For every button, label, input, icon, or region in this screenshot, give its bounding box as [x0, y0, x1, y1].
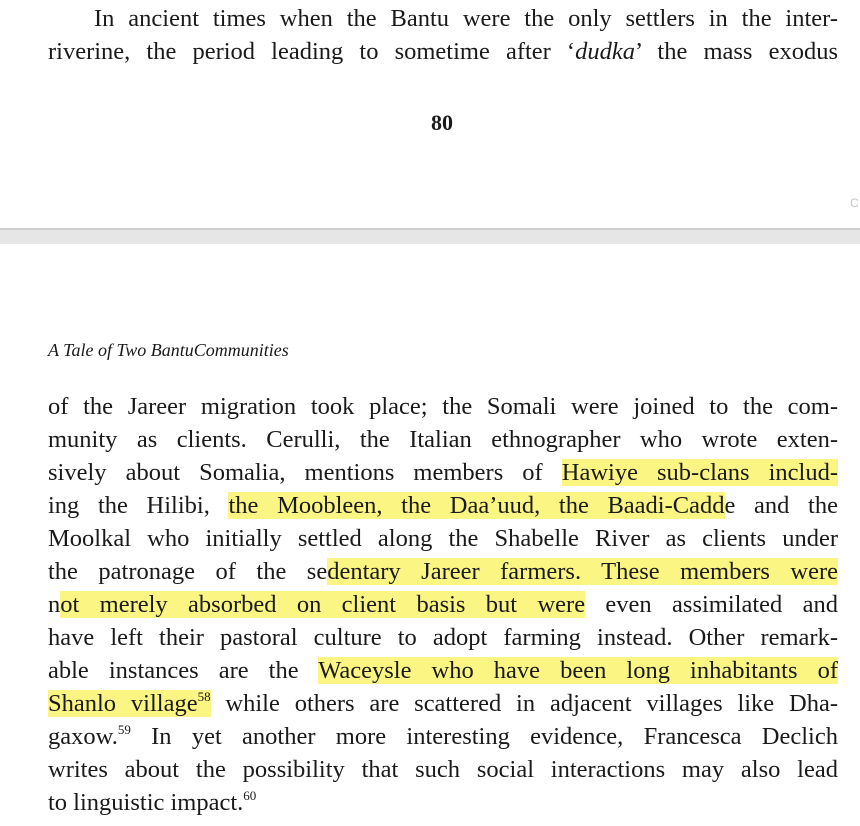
highlight: the Moobleen, the Daa’uud, the Baadi-Cadd — [228, 492, 725, 519]
paragraph-line: In ancient times when the Bantu were the only settlers in the inter- — [94, 5, 838, 32]
highlight: dentary Jareer farmers. These members were — [327, 558, 838, 585]
running-header: A Tale of Two BantuCommunities — [48, 340, 289, 360]
paragraph-line: Shanlo village$^{58}$ while others are scattered in adjacent villages like Dha- — [48, 689, 838, 717]
paragraph-line: have left their pastoral culture to adopt farming instead. Other remark- — [48, 624, 838, 651]
highlight: Waceysle who have been long inhabitants of — [318, 657, 838, 684]
paragraph-line: writes about the possibility that such social interactions may also lead — [48, 756, 838, 783]
highlight: Hawiye sub-clans includ- — [561, 459, 839, 486]
previous-page — [0, 0, 860, 228]
paragraph-line: able instances are the Waceysle who have been long inhabitants of — [48, 657, 838, 684]
paragraph-line: munity as clients. Cerulli, the Italian ethnographer who wrote exten- — [48, 426, 838, 453]
paragraph-line: sively about Somalia, mentions members of Hawiye sub-clans includ- — [48, 459, 839, 486]
paragraph-line: gaxow.$^{59}$ In yet another more interesting evidence, Francesca Declich — [48, 722, 838, 750]
highlight: ot merely absorbed on client basis but were — [60, 591, 586, 618]
paragraph-line: to linguistic impact.$^{60}$ — [48, 788, 257, 816]
footnote-ref-60[interactable]: 60 — [243, 788, 257, 803]
paragraph-line: Moolkal who initially settled along the Shabelle River as clients under — [48, 525, 838, 552]
paragraph-line: riverine, the period leading to sometime after ‘dudka’ the mass exodus — [48, 38, 838, 65]
page-number: 80 — [431, 110, 453, 135]
emphasized-term: dudka — [575, 38, 635, 65]
paragraph-line: the patronage of the sedentary Jareer farmers. These members were — [48, 558, 838, 585]
edge-mark: C — [850, 196, 859, 210]
footnote-ref-58[interactable]: 58 — [197, 689, 211, 704]
highlight: Shanlo village$^{58}$ — [48, 689, 211, 717]
paragraph-line: not merely absorbed on client basis but were even assimilated and — [48, 591, 838, 618]
page-separator — [0, 228, 860, 244]
paragraph-line: ing the Hilibi, the Moobleen, the Daa’uud, the Baadi-Cadde and the — [48, 492, 838, 519]
paragraph-line: of the Jareer migration took place; the Somali were joined to the com- — [48, 393, 838, 420]
footnote-ref-59[interactable]: 59 — [117, 722, 131, 737]
